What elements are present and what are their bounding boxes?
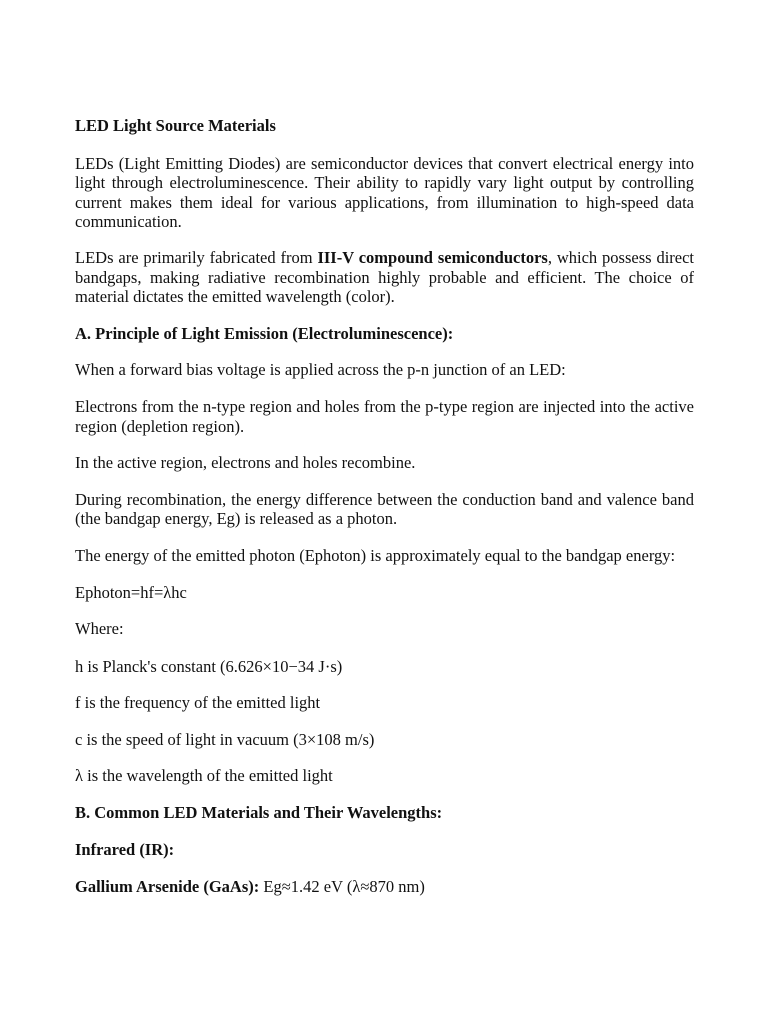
- materials-text-before: LEDs are primarily fabricated from: [75, 247, 318, 267]
- gaas-label: Gallium Arsenide (GaAs):: [75, 877, 260, 897]
- infrared-heading: Infrared (IR):: [75, 839, 175, 859]
- gaas-line: [75, 877, 694, 897]
- photon-energy-paragraph: The energy of the emitted photon (Ephoton) is approximately equal to the bandgap energy:: [75, 545, 676, 565]
- definition-h: h is Planck's constant (6.626×10−34 J·s): [75, 656, 343, 676]
- injection-paragraph: Electrons from the n-type region and holes from the p-type region are injected into the active region (depletion region).: [75, 396, 694, 436]
- document-title: LED Light Source Materials: [75, 116, 276, 135]
- materials-text-bold: III-V compound semiconductors: [317, 247, 548, 267]
- intro-paragraph: LEDs (Light Emitting Diodes) are semiconductor devices that convert electrical energy into light through electroluminescence. Their ability to rapidly vary light output by controlling current makes them ideal for various applications, from illumination to high-speed data communication.: [75, 153, 694, 232]
- definition-f: f is the frequency of the emitted light: [75, 693, 321, 713]
- where-label: Where:: [75, 619, 124, 639]
- gaas-value: Eg≈1.42 eV (λ≈870 nm): [259, 877, 425, 897]
- recombination-energy-paragraph: During recombination, the energy difference between the conduction band and valence band (the bandgap energy, Eg) is released as a photon.: [75, 489, 694, 529]
- materials-text-after: , which possess direct bandgaps, making radiative recombination highly probable and efficient. The choice of material dictates the emitted wavelength (color).: [75, 247, 695, 307]
- document-page: [75, 116, 694, 897]
- definition-c: c is the speed of light in vacuum (3×108 m/s): [75, 729, 375, 749]
- section-a-heading: A. Principle of Light Emission (Electroluminescence):: [75, 323, 454, 343]
- recombine-paragraph: In the active region, electrons and holes recombine.: [75, 453, 416, 473]
- definition-lambda: λ is the wavelength of the emitted light: [75, 766, 333, 786]
- equation: Ephoton=hf=λhc: [75, 582, 187, 602]
- materials-paragraph: [75, 248, 694, 307]
- section-b-heading: B. Common LED Materials and Their Wavelengths:: [75, 803, 443, 823]
- forward-bias-paragraph: When a forward bias voltage is applied across the p-n junction of an LED:: [75, 360, 566, 380]
